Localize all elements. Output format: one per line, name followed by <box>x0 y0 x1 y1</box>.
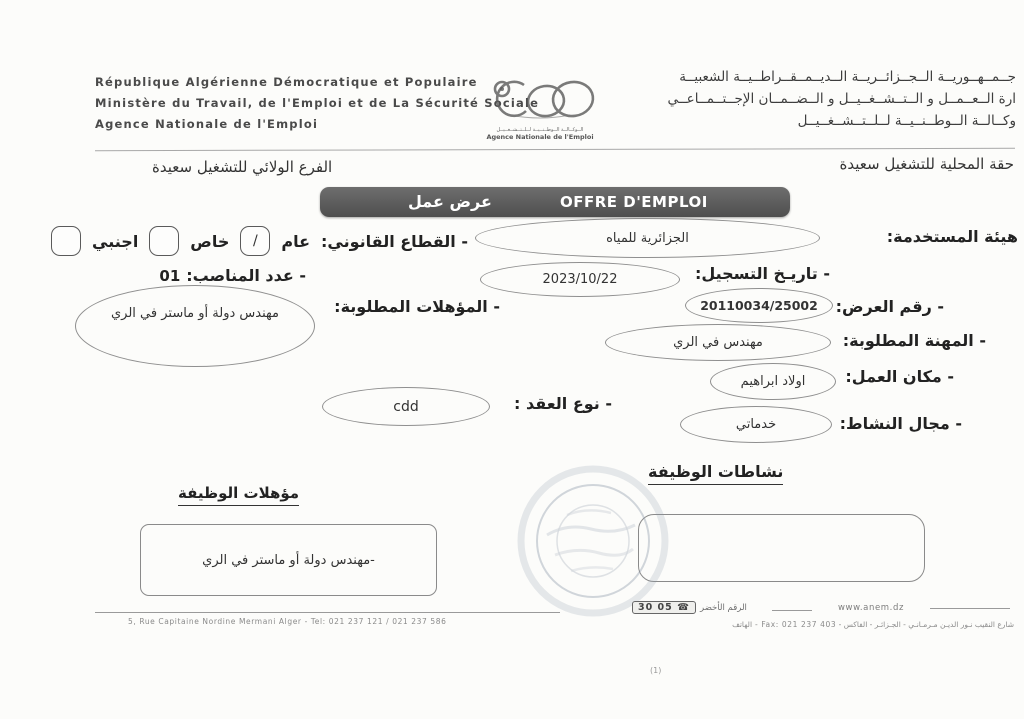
required-profession-field[interactable]: مهندس في الري <box>605 324 831 361</box>
header-arabic-line1: جــمــهــوريــة الــجــزائــريــة الــديــمــقــراطــيــة الشعبيــة <box>679 69 1016 85</box>
anem-logo-caption-fr: Agence Nationale de l'Emploi <box>486 133 594 141</box>
header-arabic <box>668 66 1016 132</box>
legal-sector-option-private: خاص <box>190 231 230 251</box>
job-qualifications-box[interactable]: -مهندس دولة أو ماستر في الري <box>140 524 437 596</box>
anem-logo-caption-ar: الــوكــالــة الــوطــنــيــة لــلــتــشــغــيــل <box>496 127 584 133</box>
legal-sector-row <box>51 226 468 256</box>
positions-count-row <box>159 266 306 285</box>
required-qualifications-field[interactable]: مهندس دولة أو ماستر في الري <box>75 285 315 367</box>
header-french-line2: Ministère du Travail, de l'Emploi et de La Sécurité Sociale <box>95 96 540 110</box>
header-arabic-line3: وكــالــة الــوطــنــيــة لــلــتــشــغــيــل <box>797 113 1016 129</box>
legal-sector-checkbox-private[interactable] <box>149 226 179 256</box>
registration-date-label: - تاريـخ التسجيل: <box>694 264 830 283</box>
contract-type-label: - نوع العقد : <box>514 394 612 413</box>
job-activities-box[interactable] <box>638 514 925 582</box>
header-french-line1: République Algérienne Démocratique et Populaire <box>95 75 478 89</box>
legal-sector-label: - القطاع القانوني: <box>321 231 468 251</box>
footer-green-number-label: الرقم الأخضر <box>700 603 747 613</box>
activity-sector-field[interactable]: خدماتي <box>680 406 832 443</box>
legal-sector-option-foreign: اجنبي <box>92 231 139 251</box>
anem-logo-icon <box>480 75 600 123</box>
anem-logo <box>470 75 610 141</box>
green-number-value: 30 05 <box>638 602 673 613</box>
required-profession-label: - المهنة المطلوبة: <box>842 331 986 350</box>
job-activities-heading: نشاطات الوظيفة <box>648 462 783 485</box>
job-qualifications-heading: مؤهلات الوظيفة <box>178 484 299 506</box>
registration-date-field[interactable]: 2023/10/22 <box>480 262 680 297</box>
positions-count-label: - عدد المناصب: <box>186 266 306 285</box>
work-place-field[interactable]: اولاد ابراهيم <box>710 363 836 400</box>
header-divider <box>95 148 1015 151</box>
footer-address-ar: شارع النقيب نـور الديـن مـرمـانـي - الجـزائـر - الفاكس - Fax: 021 237 403 - الهاتف <box>732 620 1014 629</box>
footer-dash-mid <box>772 610 812 611</box>
phone-icon: ☎ <box>677 602 690 613</box>
wilaya-branch-text: الفرع الولائي للتشغيل سعيدة <box>152 158 333 176</box>
activity-sector-label: - مجال النشاط: <box>839 414 962 433</box>
header-arabic-line2: ارة الــعــمــل و الــتــشــغــيــل و الــضــمــان الإجــتــمــاعــي <box>667 91 1016 107</box>
title-french: OFFRE D'EMPLOI <box>560 193 708 211</box>
offer-number-label: - رقم العرض: <box>835 297 944 316</box>
employer-label: هيئة المستخدمة: <box>886 227 1018 246</box>
legal-sector-option-public: عام <box>281 231 311 251</box>
legal-sector-checkbox-foreign[interactable] <box>51 226 81 256</box>
contract-type-field[interactable]: cdd <box>322 387 490 426</box>
required-qualifications-label: - المؤهلات المطلوبة: <box>334 297 500 316</box>
page-number-mark: (1) <box>650 666 662 675</box>
local-annex-text: حقة المحلية للتشغيل سعيدة <box>839 155 1014 173</box>
positions-count-value: 01 <box>159 267 181 285</box>
offer-number-field[interactable]: 20110034/25002 <box>685 288 833 323</box>
footer-website[interactable]: www.anem.dz <box>838 603 905 613</box>
title-bar <box>320 187 790 217</box>
footer-rule-right <box>930 608 1010 609</box>
legal-sector-checkbox-public[interactable]: / <box>240 226 270 256</box>
footer-green-number-badge <box>632 601 696 614</box>
header-french-line3: Agence Nationale de l'Emploi <box>95 117 319 131</box>
employer-field[interactable]: الجزائرية للمياه <box>475 218 820 258</box>
title-arabic: عرض عمل <box>408 192 492 211</box>
work-place-label: - مكان العمل: <box>845 367 954 386</box>
footer-address-fr: 5, Rue Capitaine Nordine Mermani Alger - Tel: 021 237 121 / 021 237 586 <box>128 617 447 626</box>
footer-rule-left <box>95 612 560 613</box>
